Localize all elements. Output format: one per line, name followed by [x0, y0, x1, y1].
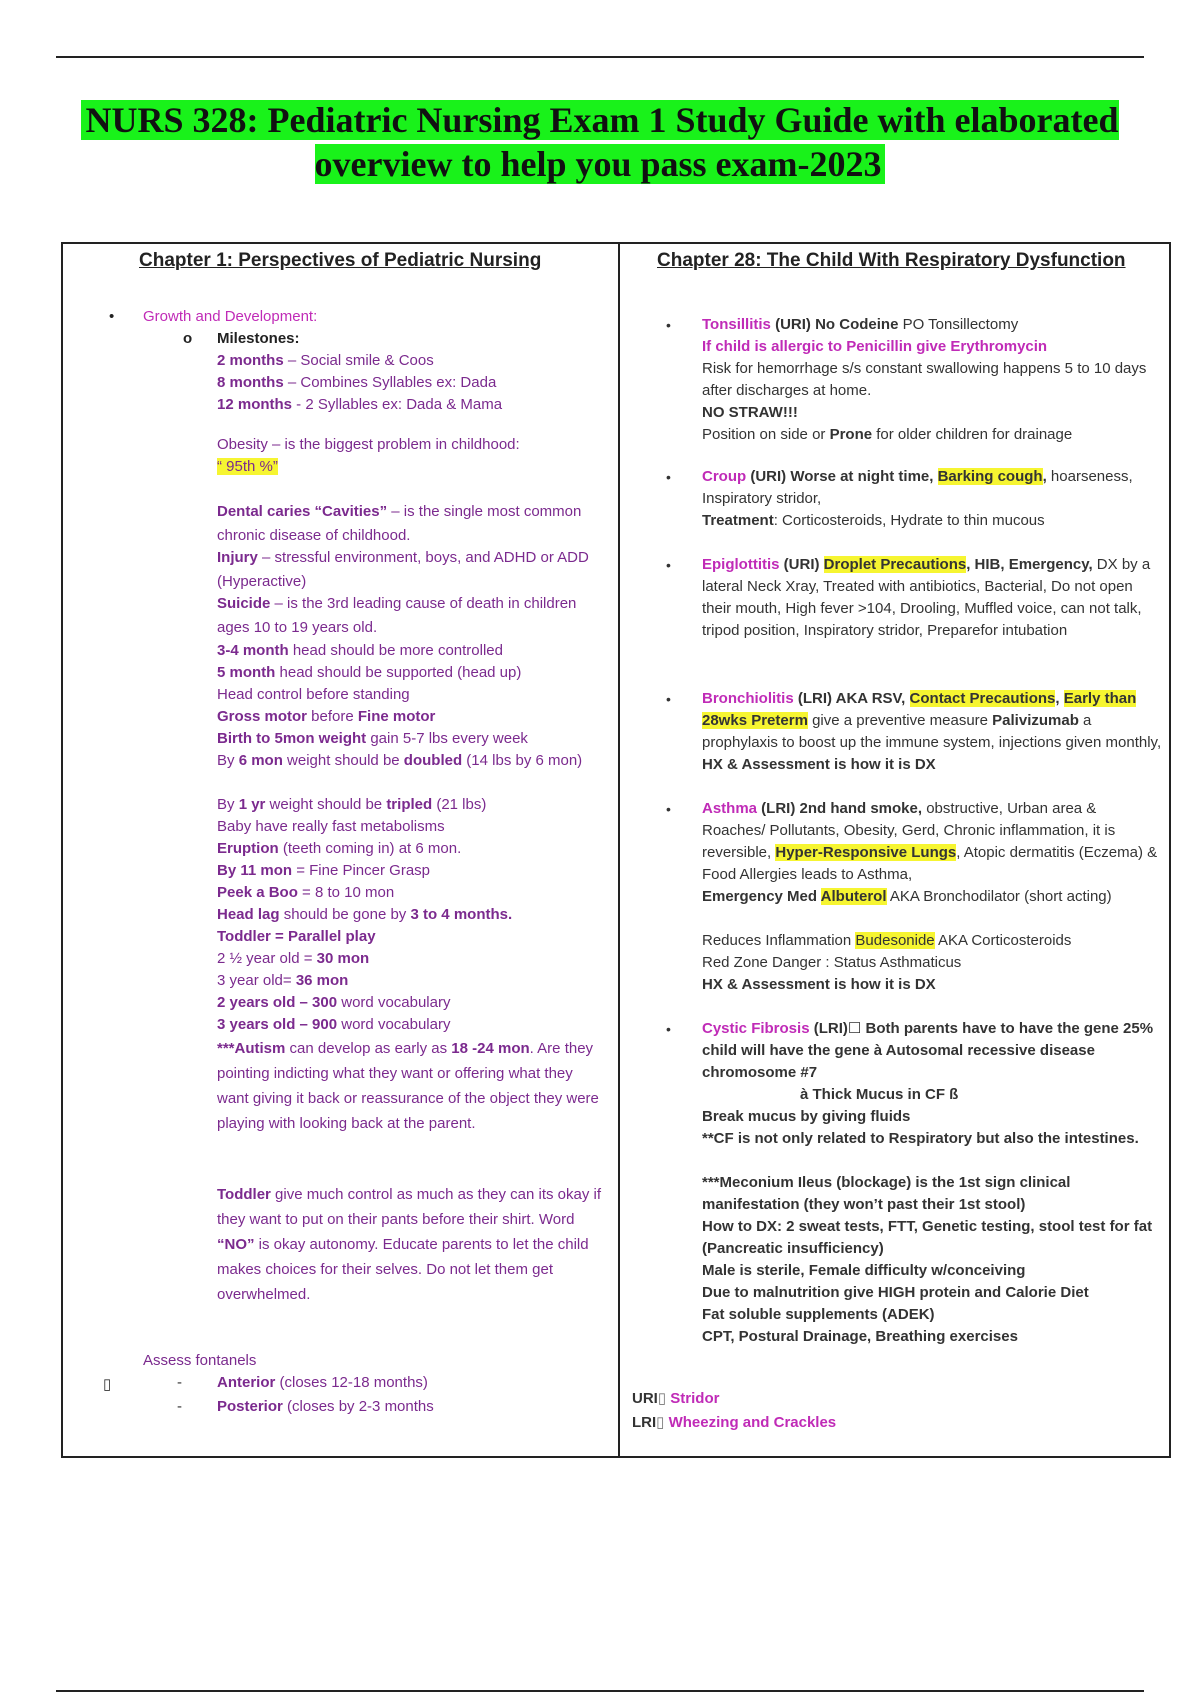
left-column-heading: Chapter 1: Perspectives of Pediatric Nursing	[139, 250, 542, 271]
page-title: NURS 328: Pediatric Nursing Exam 1 Study Guide with elaborated overview to help you pass exam-2023	[60, 98, 1140, 186]
asthma-red-zone: Red Zone Danger : Status Asthmaticus	[702, 954, 962, 971]
vocab-3-years: 3 years old – 900 word vocabulary	[217, 1016, 451, 1033]
injury-note: Injury – stressful environment, boys, and ADHD or ADD (Hyperactive)	[217, 549, 589, 590]
tonsillitis-line: Tonsillitis (URI) No Codeine PO Tonsillectomy	[702, 316, 1019, 333]
dental-caries-note: Dental caries “Cavities” – is the single most common chronic disease of childhood.	[217, 503, 582, 544]
bullet-dot: •	[666, 557, 671, 573]
cf-line-2: **CF is not only related to Respiratory but also the intestines.	[702, 1130, 1139, 1147]
head-lag-note: Head lag should be gone by 3 to 4 months.	[217, 906, 513, 923]
croup-treatment: Treatment: Corticosteroids, Hydrate to thin mucous	[702, 512, 1045, 529]
column-divider	[618, 244, 620, 1456]
toddler-play-note: Toddler = Parallel play	[217, 928, 376, 945]
three-years-note: 3 year old= 36 mon	[217, 972, 349, 989]
box-glyph: ▯	[103, 1376, 112, 1393]
head-3-4-month: 3-4 month head should be more controlled	[217, 642, 503, 659]
bronchiolitis-line: Bronchiolitis (LRI) AKA RSV, Contact Precautions, Early than 28wks Preterm give a preventive measure Palivizumab a prophylaxis to boost up the immune system, injections given monthly, HX & Assessment is how it is DX	[702, 690, 1162, 773]
milestones-label: Milestones:	[217, 330, 300, 347]
lri-footnote: LRI▯ Wheezing and Crackles	[632, 1414, 837, 1431]
uri-footnote: URI▯ Stridor	[632, 1390, 720, 1407]
tonsillitis-allergy: If child is allergic to Penicillin give Erythromycin	[702, 338, 1048, 355]
cf-line-5: Male is sterile, Female difficulty w/conceiving	[702, 1262, 1026, 1279]
vocab-2-years: 2 years old – 300 word vocabulary	[217, 994, 451, 1011]
asthma-line: Asthma (LRI) 2nd hand smoke, obstructive, Urban area & Roaches/ Pollutants, Obesity, Gerd, Chronic inflammation, it is reversible, Hyper-Responsive Lungs, Atopic dermatitis (Eczema) & Food Allergies leads to Asthma,	[702, 800, 1158, 883]
eruption-note: Eruption (teeth coming in) at 6 mon.	[217, 840, 462, 857]
growth-development-label: Growth and Development:	[143, 308, 318, 325]
obesity-percentile: “ 95th %”	[217, 458, 278, 475]
milestone-8-months: 8 months – Combines Syllables ex: Dada	[217, 374, 497, 391]
bottom-rule	[56, 1690, 1144, 1692]
peek-a-boo-note: Peek a Boo = 8 to 10 mon	[217, 884, 395, 901]
anterior-fontanel-note: Anterior (closes 12-18 months)	[217, 1374, 428, 1391]
birth-weight-note: Birth to 5mon weight gain 5-7 lbs every week	[217, 730, 528, 747]
bullet-dot: •	[109, 308, 115, 325]
epiglottitis-line: Epiglottitis (URI) Droplet Precautions, HIB, Emergency, DX by a lateral Neck Xray, Treated with antibiotics, Bacterial, Do not open their mouth, High fever >104, Drooling, Muffled voice, can not talk, tripod position, Inspiratory stridor, Preparefor intubation	[702, 556, 1151, 639]
milestone-2-months: 2 months – Social smile & Coos	[217, 352, 434, 369]
milestone-12-months: 12 months - 2 Syllables ex: Dada & Mama	[217, 396, 503, 413]
right-column-heading: Chapter 28: The Child With Respiratory Dysfunction	[657, 250, 1126, 271]
tonsillitis-risk: Risk for hemorrhage s/s constant swallowing happens 5 to 10 days after discharges at home.	[702, 360, 1147, 399]
dash-bullet: -	[177, 1374, 182, 1391]
tonsillitis-position: Position on side or Prone for older children for drainage	[702, 426, 1073, 443]
dash-bullet: -	[177, 1398, 182, 1415]
one-year-weight-note: By 1 yr weight should be tripled (21 lbs)	[217, 796, 487, 813]
head-control-note: Head control before standing	[217, 686, 410, 703]
asthma-emergency-med: Emergency Med Albuterol AKA Bronchodilator (short acting)	[702, 888, 1112, 905]
croup-line: Croup (URI) Worse at night time, Barking cough, hoarseness, Inspiratory stridor,	[702, 468, 1133, 507]
cf-thick-mucus: à Thick Mucus in CF ß	[800, 1086, 959, 1103]
top-rule	[56, 56, 1144, 58]
cf-line-7: Fat soluble supplements (ADEK)	[702, 1306, 935, 1323]
cystic-fibrosis-line: Cystic Fibrosis (LRI)☐ Both parents have to have the gene 25% child will have the gene à Autosomal recessive disease chromosome #7	[702, 1020, 1154, 1081]
cf-line-4: How to DX: 2 sweat tests, FTT, Genetic testing, stool test for fat (Pancreatic insufficiency)	[702, 1218, 1153, 1257]
six-month-weight-note: By 6 mon weight should be doubled (14 lbs by 6 mon)	[217, 752, 583, 769]
sub-bullet-o: o	[183, 330, 193, 347]
cf-line-6: Due to malnutrition give HIGH protein and Calorie Diet	[702, 1284, 1089, 1301]
study-guide-table	[61, 242, 1171, 1458]
cf-line-3: ***Meconium Ileus (blockage) is the 1st sign clinical manifestation (they won’t past their 1st stool)	[702, 1174, 1071, 1213]
tonsillitis-straw: NO STRAW!!!	[702, 404, 798, 421]
bullet-dot: •	[666, 469, 671, 485]
two-half-years-note: 2 ½ year old = 30 mon	[217, 950, 370, 967]
cf-line-8: CPT, Postural Drainage, Breathing exercises	[702, 1328, 1018, 1345]
gross-motor-note: Gross motor before Fine motor	[217, 708, 436, 725]
cf-line-1: Break mucus by giving fluids	[702, 1108, 911, 1125]
bullet-dot: •	[666, 317, 671, 333]
autism-note: ***Autism can develop as early as 18 -24 mon. Are they pointing indicting what they want or offering what they want giving it back or reassurance of the object they were playing with looking back at the parent.	[217, 1040, 599, 1132]
posterior-fontanel-note: Posterior (closes by 2-3 months	[217, 1398, 434, 1415]
head-5-month: 5 month head should be supported (head up)	[217, 664, 522, 681]
metabolism-note: Baby have really fast metabolisms	[217, 818, 445, 835]
asthma-reduce-inflammation: Reduces Inflammation Budesonide AKA Corticosteroids	[702, 932, 1072, 949]
assess-fontanels-label: Assess fontanels	[143, 1352, 257, 1369]
asthma-hx: HX & Assessment is how it is DX	[702, 976, 936, 993]
suicide-note: Suicide – is the 3rd leading cause of death in children ages 10 to 19 years old.	[217, 595, 577, 636]
toddler-autonomy-note: Toddler give much control as much as they can its okay if they want to put on their pants before their shirt. Word “NO” is okay autonomy. Educate parents to let the child makes choices for their selves. Do not let them get overwhelmed.	[217, 1186, 602, 1303]
pincer-grasp-note: By 11 mon = Fine Pincer Grasp	[217, 862, 431, 879]
bullet-dot: •	[666, 1021, 671, 1037]
bullet-dot: •	[666, 691, 671, 707]
bullet-dot: •	[666, 801, 671, 817]
obesity-note: Obesity – is the biggest problem in childhood:	[217, 436, 520, 453]
